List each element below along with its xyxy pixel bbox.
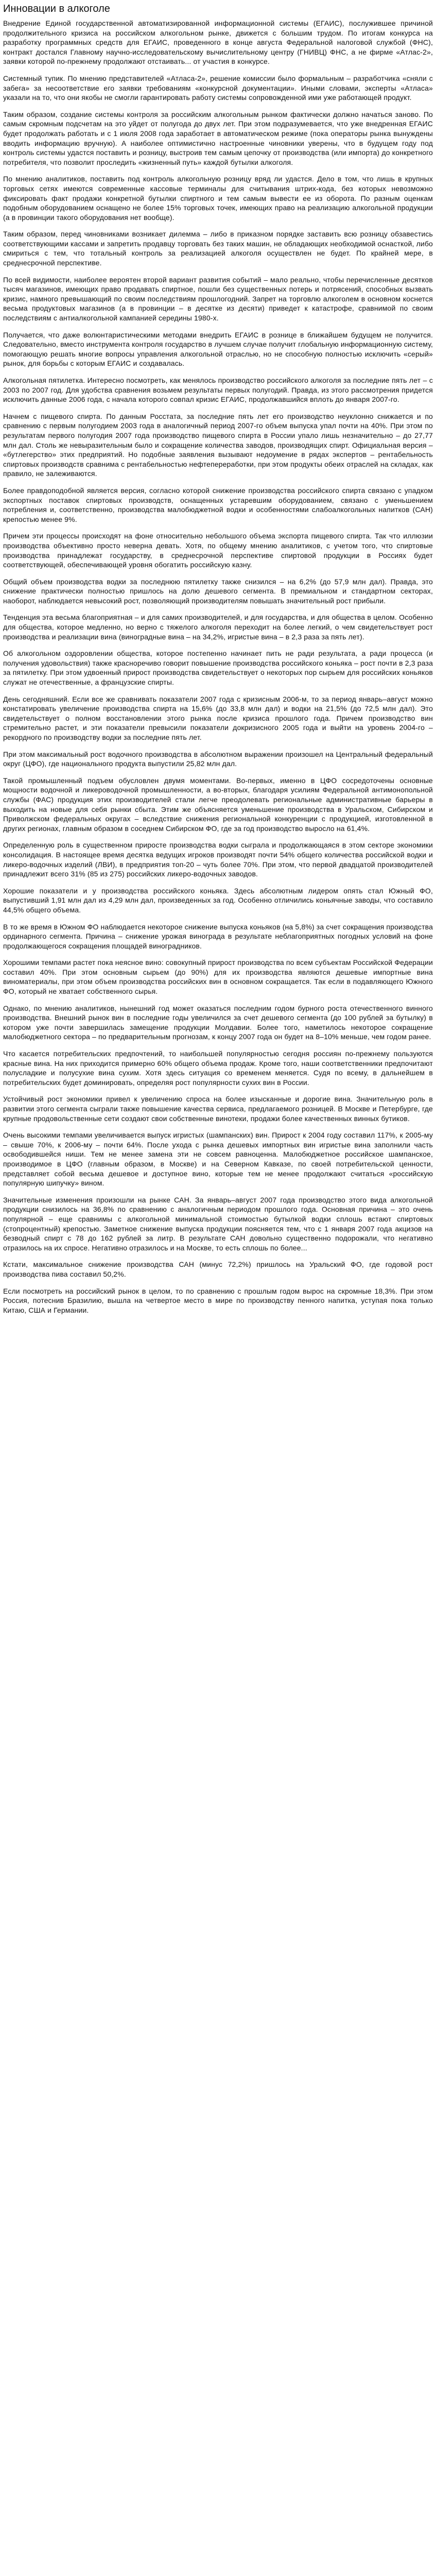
paragraph-6: По всей видимости, наиболее вероятен второй вариант развития событий – мало реально, чтобы перечисленные десятков тысяч магазинов, имеющих право продавать спиртное, пошли без существенных потерь и потрясений, способных вызвать кризис, намного превышающий по своим последствиям прошлогодний. Запрет на торговлю алкоголем в основном коснется весьма продуктовых магазинов (а в провинции – в десятке из десяти) приведет к катастрофе, сравнимой по своим последствиям с антиалкогольной кампанией середины 1980-х. (3, 275, 433, 323)
paragraph-12: Общий объем производства водки за последнюю пятилетку также снизился – на 6,2% (до 57,9 млн дал). Правда, это снижение практически полностью пришлось на долю дешевого сегмента. В премиальном и стандартном секторах, наоборот, наблюдается невысокий рост, позволяющий производителям повышать значительный рост прибыли. (3, 577, 433, 605)
paragraph-24: Устойчивый рост экономики привел к увеличению спроса на более изысканные и дорогие вина. Значительную роль в развитии этого сегмента сыграли также повышение качества сервиса, предлагаемого розницей. В Москве и Петербурге, где крупные продовольственные сети создают свои собственные винотеки, продажи более качественных винных бутиков. (3, 1095, 433, 1123)
paragraph-5: Таким образом, перед чиновниками возникает дилемма – либо в приказном порядке заставить всю розницу обзавестись соответствующими кассами и запретить продавцу торговать без таких машин, не обладающих необходимой оснасткой, либо смириться с тем, что тотальный контроль за реализацией алкоголя осуществлен не будет. По крайней мере, в среднесрочной перспективе. (3, 230, 433, 267)
paragraph-23: Что касается потребительских предпочтений, то наибольшей популярностью сегодня россиян по-прежнему пользуются красные вина. На них приходится примерно 60% общего объема продаж. Кроме того, наши соответственники предпочитают полусладкие и полусухие вина сухим. Хотя здесь ситуация со временем меняется. Судя по всему, в дальнейшем в потребительских будет доминировать, определяя рост популярности сухих вин в России. (3, 1049, 433, 1087)
paragraph-3: Таким образом, создание системы контроля за российским алкогольным рынком фактически должно начаться заново. По самым скромным подсчетам на это уйдет от полугода до двух лет. При этом подразумевается, что уже внедренная ЕГАИС будет продолжать работать и с 1 июля 2008 года заработает в автоматическом режиме (пока операторы рынка вынуждены вводить информацию вручную). А наиболее оптимистично настроенные чиновники уверены, что в будущем году под контроль системы удастся поставить и розницу, выстроив тем самым цепочку от производства (или импорта) до конкретного потребителя, что позволит проследить «жизненный путь» каждой бутылки алкоголя. (3, 110, 433, 166)
paragraph-26: Значительные изменения произошли на рынке САН. За январь–август 2007 года производство этого вида алкогольной продукции снизилось на 36,8% по сравнению с аналогичным периодом прошлого года. Основная причина – это очень популярной – еще сравнимы с алкогольной минимальной стоимостью бутылкой водки сплошь встают спиртовых (стопроцентный) крепостью. Заметное снижение выпуска продукции поясняется тем, что с 1 января 2007 года акцизов на безводный спирт с 78 до 162 рублей за литр. В результате САН довольно существенно подорожали, что негативно отразилось на их спросе. Негативно отразилось и на Москве, то есть сплошь по более... (3, 1195, 433, 1252)
paragraph-21: Хорошими темпами растет пока неясное вино: совокупный прирост производства по всем субъектам Российской Федерации составил 40%. При этом основным сырьем (до 90%) для их производства являются дешевые импортные вина виноматериалы, при этом объем производства российских вин в основном сокращается. Так если в подавляющего Южного ФО, который не хватает собственного сырья. (3, 958, 433, 996)
paragraph-2: Системный тупик. По мнению представителей «Атласа-2», решение комиссии было формальным – разработчика «сняли с забега» за несоответствие его заявки требованиям «конкурсной документации». Иными словами, эксперты «Атласа» указали на то, что они якобы не смогли гарантировать работу системы сопровожденной ими уже работающей продукт. (3, 74, 433, 102)
paragraph-22: Однако, по мнению аналитиков, нынешний год может оказаться последним годом бурного роста отечественного винного производства. Внешний рынок вин в последние годы увеличился за счет дешевого сегмента (до 100 рублей за бутылку) в котором уже почти завершилась замещение продукции Молдавии. Более того, наметилось некоторое сокращение малобюджетного сектора – по предварительным прогнозам, к концу 2007 года он будет на 8–10% меньше, чем годом ранее. (3, 1004, 433, 1041)
paragraph-4: По мнению аналитиков, поставить под контроль алкогольную розницу вряд ли удастся. Дело в том, что лишь в крупных торговых сетях имеются современные кассовые терминалы для считывания штрих-кода, без которых невозможно фиксировать факт продажи конкретной бутылки спиртного и тем самым вывести ее из оборота. По разным оценкам подобным оборудованием оснащено не более 15% торговых точек, имеющих право на реализацию алкогольной продукции (а в провинции такого оборудования нет вообще). (3, 175, 433, 222)
article-body (3, 19, 433, 1315)
paragraph-19: Хорошие показатели и у производства российского коньяка. Здесь абсолютным лидером опять стал Южный ФО, выпустивший 1,91 млн дал из 4,29 млн дал, произведенных за год. Особенно отличились коньячные заводы, что составило 44,5% общего объема. (3, 886, 433, 914)
paragraph-10: Более правдоподобной является версия, согласно которой снижение производства российского спирта связано с упадком экспортных поставок спиртовых производств, оснащенных устаревшим оборудованием, связано с уменьшением потребления и, соответственно, производства малобюджетной водки и особенностями слабоалкогольных напитков (САН) крепостью менее 9%. (3, 486, 433, 523)
paragraph-20: В то же время в Южном ФО наблюдается некоторое снижение выпуска коньяков (на 5,8%) за счет сокращения производства ординарного сегмента. Причина – снижение урожая винограда в результате неблагоприятных погодных условий на фоне продолжающегося сокращения площадей виноградников. (3, 922, 433, 950)
paragraph-7: Получается, что даже волюнтаристическими методами внедрить ЕГАИС в рознице в ближайшем будущем не получится. Следовательно, вместо инструмента контроля государство в лучшем случае получит глобальную информационную систему, помогающую решать многие вопросы управления алкогольной отраслью, но не способную полностью исключить «серый» рынок, для борьбы с которым ЕГАИС и создавалась. (3, 330, 433, 368)
paragraph-27: Кстати, максимальное снижение производства САН (минус 72,2%) пришлось на Уральский ФО, где годовой рост производства пива составил 50,2%. (3, 1260, 433, 1278)
article-title: Инновации в алкоголе (3, 3, 110, 14)
paragraph-11: Причем эти процессы происходят на фоне относительно небольшого объема экспорта пищевого спирта. Так что иллюзии производства объективно просто неверна девать. Хотя, по общему мнению аналитиков, с учетом того, что спиртовые производства принадлежат государству, в среднесрочной перспективе спиртовой продукции в Россиях будет соответствующей, обеспечивающей уровня обогатить российскую казну. (3, 532, 433, 569)
paragraph-13: Тенденция эта весьма благоприятная – и для самих производителей, и для государства, и для общества в целом. Особенно для общества, которое медленно, но верно с тяжелого алкоголя переходит на более легкий, о чем свидетельствует рост производства и реализации вина (виноградные вина – на 34,2%, игристые вина – в 2,3 раза за пять лет). (3, 613, 433, 641)
paragraph-18: Определенную роль в существенном приросте производства водки сыграла и продолжающаяся в этом секторе экономики консолидация. В настоящее время десятка ведущих игроков производят почти 54% общего количества российской водки и ликеро-водочных изделий (ЛВИ), в предприятия топ-20 – чуть более 70%. При этом, что первой двадцатой производителей принадлежит всего 31% (85 из 275) российских ликеро-водочных заводов. (3, 841, 433, 878)
paragraph-14: Об алкогольном оздоровлении общества, которое постепенно начинает пить не ради результата, а ради процесса (и получения удовольствия) также красноречиво говорит повышение производства российского коньяка – рост почти в 2,3 раза за пятилетку. При этом удвоенный прирост производства свидетельствует о некоторых пор сырьем для российских коньяков служат не отечественные, а французские спирты. (3, 649, 433, 687)
paragraph-25: Очень высокими темпами увеличивается выпуск игристых (шампанских) вин. Прирост к 2004 году составил 117%, к 2005-му – свыше 70%, к 2006-му – почти 64%. После ухода с рынка дешевых импортных вин игристые вина заполнили часть освободившейся ниши. Тем не менее замена эти не совсем равноценна. Малобюджетное российское шампанское, производимое в ЦФО (главным образом, в Москве) и на Северном Кавказе, по своей потребительской ценности, представляет собой весьма дешевое и доступное вино, которые тем не менее продолжают считаться «российскую популярную шипучку» вином. (3, 1131, 433, 1188)
paragraph-16: При этом максимальный рост водочного производства в абсолютном выражении произошел на Центральный федеральный округ (ЦФО), где национального продукта выпустили 25,82 млн дал. (3, 750, 433, 768)
paragraph-15: День сегодняшний. Если все же сравнивать показатели 2007 года с кризисным 2006-м, то за период январь–август можно констатировать увеличение производства спирта на 15,6% (до 33,8 млн дал) и водки на 21,5% (до 72,5 млн дал). Это свидетельствует о полном восстановлении этого рынка после кризиса прошлого года. Причем производство вин стремительно растет, и эти показатели превысили показатели докризисного 2005 года и выйти на уровень 2004-го – рекордного по производству водки за последние пять лет. (3, 694, 433, 741)
paragraph-1: Внедрение Единой государственной автоматизированной информационной системы (ЕГАИС), послужившее причиной продолжительного кризиса на российском алкогольном рынке, движется с большим трудом. По итогам конкурса на разработку программных средств для ЕГАИС, проведенного в конце августа Федеральной налоговой службой (ФНС), контракт достался Главному научно-исследовательскому вычислительному центру (ГНИВЦ) ФНС, а не фирме «Атлас-2», заявки которой по-прежнему продолжают отстаивать... от участия в конкурсе. (3, 19, 433, 66)
paragraph-17: Такой промышленный подъем обусловлен двумя моментами. Во-первых, именно в ЦФО сосредоточены основные мощности водочной и ликероводочной промышленности, а во-вторых, благодаря усилиям Федеральной антимонопольной службы (ФАС) продукция этих производителей стали легче преодолевать региональные административные барьеры в выходить на новые для себя рынки сбыта. Этим же объясняется уменьшение производства в Уральском, Сибирском и Приволжском федеральных округах – вследствие снижения региональной конкуренции с продукцией, изготовленной в других регионах, главным образом в соседнем Сибирском ФО, где за год производство выросло на 61,4%. (3, 776, 433, 833)
paragraph-9: Начнем с пищевого спирта. По данным Росстата, за последние пять лет его производство неуклонно снижается и по сравнению с первым полугодием 2003 года в аналогичный период 2007-го объем выпуска упал почти на 40%. При этом по результатам первого полугодия 2007 года производство пищевого спирта в России упало лишь незначительно – до 27,77 млн дал. Столь же невыразительным было и сокращение количества заводов, производящих спирт. Официальная версия – «бутлегерство» этих предприятий. Но подобные заявления вызывают недоумение в рядах экспертов – рентабельность спиртовых производств сравнима с рентабельностью нефтепереработки, при этом продукты обеих отраслей на складах, как правило, не залеживаются. (3, 412, 433, 478)
paragraph-8: Алкогольная пятилетка. Интересно посмотреть, как менялось производство российского алкоголя за последние пять лет – с 2003 по 2007 год. Для удобства сравнения возьмем результаты первых полугодий. Правда, из этого рассмотрения придется исключить данные 2006 года, с начала которого совпал кризис ЕГАИС, продолжавшийся вплоть до января 2007-го. (3, 376, 433, 404)
paragraph-28: Если посмотреть на российский рынок в целом, то по сравнению с прошлым годом вырос на скромные 18,3%. При этом Россия, потеснив Бразилию, вышла на четвертое место в мире по производству пенного напитка, уступая пока только Китаю, США и Германии. (3, 1286, 433, 1314)
